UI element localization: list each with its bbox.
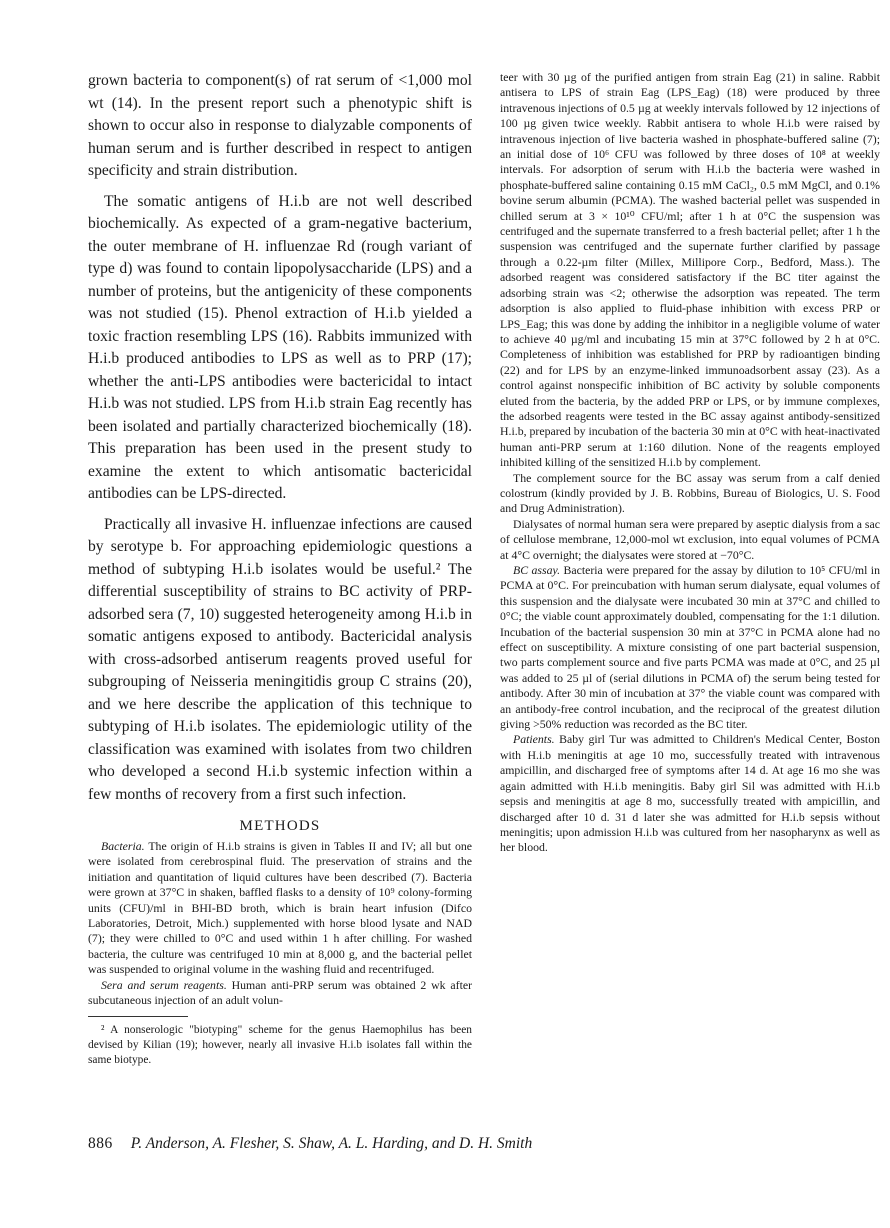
footnote: ² A nonserologic "biotyping" scheme for the genus Haemophilus has been devised by Kilian (19); however, nearly all invasive H.i.b isolates fall within the same biotype. [88, 1024, 472, 1067]
methods-paragraph: Dialysates of normal human sera were prepared by aseptic dialysis from a sac of cellulose membrane, 12,000-mol wt exclusion, into equal volumes of PCMA at 4°C overnight; the dialysates were stored at −70°C. [500, 516, 880, 562]
methods-paragraph [500, 732, 880, 855]
run-in-heading: Patients. [513, 732, 555, 747]
section-heading: METHODS [239, 818, 321, 834]
methods-paragraph [88, 839, 472, 978]
paragraph-text: Human anti-PRP serum was obtained 2 wk after subcutaneous injection of an adult volun- [88, 977, 473, 1008]
paragraph-text: Bacteria were prepared for the assay by dilution to 10⁵ CFU/ml in PCMA at 0°C. For preincubation with human serum dialysate, equal volumes of this suspension and the dialysate were incubated 30 min at 37°C and chilled to 0°C; the viable count approximately doubled, compensating for the 1:1 dilution. Incubation of the bacterial suspension 30 min at 37°C in PCMA alone had no effect on susceptibility. A mixture consisting of one part bacterial suspension, two parts complement source and five parts PCMA was made at 0°C, and 25 µl was added to 25 µl of (serial dilutions in PCMA of) the serum being tested for antibody. After 30 min of incubation at 37° the viable count was compared with an antibody-free control incubation, and the reciprocal of the greatest dilution giving >50% reduction was recorded as the BC titer. [500, 563, 880, 732]
footnote-rule [88, 1016, 188, 1017]
body-paragraph: grown bacteria to component(s) of rat serum of <1,000 mol wt (14). In the present report such a phenotypic shift is shown to occur also in response to dialyzable components of human serum and is further described in respect to antigen specificity and strain distribution. [88, 72, 472, 179]
run-in-heading: Sera and serum reagents. [101, 977, 227, 992]
page-number: 886 [88, 1135, 113, 1152]
paragraph-text: The origin of H.i.b strains is given in Tables II and IV; all but one were isolated from cerebrospinal fluid. The preservation of strains and the initiation and quantitation of liquid cultures have been described (7). Bacteria were grown at 37°C in shaken, baffled flasks to a density of 10⁹ colony-forming units (CFU)/ml in BHI-BD broth, which is brain heart infusion (Difco Laboratories, Detroit, Mich.) supplemented with horse blood lysate and NAD (7); they were chilled to 0°C and used within 1 h after chilling. For washed bacteria, the culture was centrifuged 10 min at 8,000 g, and the bacterial pellet was suspended to original volume in the washing fluid and recentrifuged. [88, 839, 472, 977]
body-paragraph: The somatic antigens of H.i.b are not well described biochemically. As expected of a gram-negative bacterium, the outer membrane of H. influenzae Rd (rough variant of type d) was found to contain lipopolysaccharide (LPS) and a number of proteins, but the antigenicity of these components was not studied (15). Phenol extraction of H.i.b yielded a toxic fraction resembling LPS (16). Rabbits immunized with H.i.b produced antibodies to LPS as well as to PRP (17); whether the anti-LPS antibodies were bactericidal to intact H.i.b was not studied. LPS from H.i.b strain Eag recently has been isolated and partially characterized biochemically (18). This preparation has been used in the present study to examine the extent to which antisomatic bactericidal antibodies can be LPS-directed. [88, 192, 472, 502]
left-column [88, 70, 472, 1068]
page-footer [88, 1135, 880, 1153]
methods-paragraph [500, 563, 880, 732]
methods-paragraph [88, 978, 472, 1009]
run-in-heading: BC assay. [513, 563, 561, 577]
methods-paragraph: teer with 30 µg of the purified antigen from strain Eag (21) in saline. Rabbit antisera to LPS of strain Eag (LPS_Eag) (18) were produced by three intravenous injections of 0.5 µg at weekly intervals followed by 12 injections of 100 µg given twice weekly. Rabbit antisera to whole H.i.b were raised by intravenous injection of live bacteria washed in phosphate-buffered saline (7); an initial dose of 10⁶ CFU was followed by three doses of 10⁸ at weekly intervals. For adsorption of serum with H.i.b the bacteria were washed in phosphate-buffered saline containing 0.15 mM CaCl₂, 0.5 mM MgCl, and 0.1% bovine serum albumin (PCMA). The washed bacterial pellet was suspended in chilled serum at 3 × 10¹⁰ CFU/ml; after 1 h at 0°C the suspension was centrifuged and the supernate transferred to a fresh bacterial pellet; after 1 h the suspension was centrifuged and the supernate further clarified by passage through a 0.22-µm filter (Millex, Millipore Corp., Bedford, Mass.). The adsorbed reagent was considered satisfactory if the BC titer against the adsorbing strain was <2; otherwise the adsorption was repeated. The term adsorption is also applied to fluid-phase inhibition with excess PRP or LPS_Eag; this was done by adding the inhibitor in a negligible volume of water to achieve 40 µg/ml and incubating 15 min at 37°C followed by 2 h at 0°C. Completeness of inhibition was established for PRP by radioantigen binding (22) and for LPS by an enzyme-linked immunoadsorbent assay (23). As a control against nonspecific inhibition of BC activity by soluble components eluted from the bacteria, by the added PRP or LPS, or by immune complexes, the adsorbed reagents were tested in the BC assay against antibody-sensitized H.i.b, prepared by incubation of the bacteria 30 min at 0°C with heat-inactivated human anti-PRP serum at 1:160 dilution. None of the reagents employed inhibited killing of the sensitized H.i.b by complement. [500, 70, 880, 470]
right-column [500, 70, 880, 856]
body-paragraph: Practically all invasive H. influenzae infections are caused by serotype b. For approaching epidemiologic questions a method of subtyping H.i.b isolates would be useful.² The differential susceptibility of strains to BC activity of PRP-adsorbed sera (7, 10) suggested heterogeneity among H.i.b in somatic antigens exposed to antibody. Bactericidal analysis with cross-adsorbed antiserum reagents proved useful for subgrouping of Neisseria meningitidis group C strains (20), and we here describe the application of this technique to subtyping of H.i.b isolates. The epidemiologic utility of the classification was examined with isolates from two children who developed a second H.i.b systemic infection within a few months of recovery from a first such infection. [88, 515, 472, 803]
running-authors: P. Anderson, A. Flesher, S. Shaw, A. L. Harding, and D. H. Smith [130, 1135, 533, 1152]
methods-paragraph: The complement source for the BC assay was serum from a calf denied colostrum (kindly provided by J. B. Robbins, Bureau of Biologics, U. S. Food and Drug Administration). [500, 470, 880, 516]
run-in-heading: Bacteria. [101, 839, 145, 853]
paragraph-text: Baby girl Tur was admitted to Children's Medical Center, Boston with H.i.b meningitis at age 10 mo, successfully treated with intravenous ampicillin, and discharged free of symptoms after 14 d. At age 16 mo she was again admitted with H.i.b meningitis. Baby girl Sil was admitted with H.i.b sepsis and meningitis at age 8 mo, successfully treated with ampicillin, and discharged after 10 d. 31 d later she was admitted for H.i.b sepsis without meningitis; upon admission H.i.b was cultured from her nasopharynx as well as her blood. [500, 732, 880, 855]
